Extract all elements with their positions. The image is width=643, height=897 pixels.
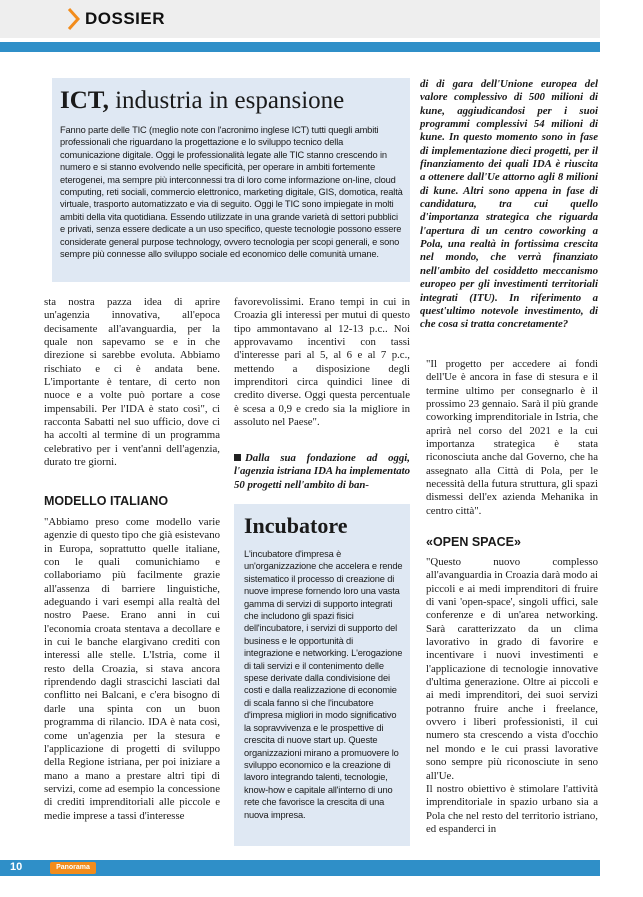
interview-question-continued: di di gara dell'Unione europea del valore complessivo di 500 milioni di kune, aggiudicandosi per i suoi programmi complessivi 54 milioni di kune. In questo momento sono in fase di implementazione dieci progetti, per il finanziamento dei quali IDA è riuscita a ottenere dall'Ue attorno agli 8 milioni di kune. Altri sono appena in fase di candidatura, tra cui quello d'importanza strategica che riguarda l'apertura di un centro coworking a Pola, una realtà in fortissima crescita nel mondo, che verrà finanziato nell'ambito del cosiddetto meccanismo europeo per gli investimenti territoriali integrati (ITU). In riferimento a quest'ultimo notevole investimento, di che cosa si tratta concretamente?: [420, 78, 598, 331]
paragraph: favorevolissimi. Erano tempi in cui in Croazia gli interessi per mutui di questo tipo ammontavano al 12-13 p.c.. Noi approvavamo incentivi con tassi d'interesse pari al 5, al 6 e al 7 p.c., mettendo a disposizione degli imprenditori circa quindici linee di credito diverse. Oggi questa percentuale è scesa a 0,9 e credo sia la migliore in assoluto nel Paese".: [234, 296, 410, 429]
paragraph: Il nostro obiettivo è stimolare l'attività imprenditoriale in spazio urbano sia a Pola che nel resto del territorio istriano, ed espanderci in: [426, 782, 598, 835]
subheading-open-space: «OPEN SPACE»: [426, 535, 521, 549]
magazine-logo: Panorama: [50, 862, 96, 874]
paragraph: "Abbiamo preso come modello varie agenzie di questo tipo che già esistevano in Europa, soprattutto quelle italiane, con le quali comunichiamo e collaboriamo più facilmente grazie all'assenza di barriere linguistiche, adeguando i vari esempi alla realtà del nostro Paese. Erano anni in cui l'economia croata stentava a decollare e in cui le banche elargivano crediti con interessi alle stelle. L'Istria, come il resto della Croazia, si stava ancora riprendendo dagli strascichi lasciati dal conflitto nei Balcani, e c'era bisogno di darle una spinta con un buon programma di rilancio. IDA è nata così, come un'agenzia per la stesura e l'applicazione di progetti di sviluppo della Regione istriana, per poi iniziare a mano a mano a prestare altri tipi di servizi, come ad esempio la concessione di crediti imprenditoriali alle piccole e medie imprese a tassi d'interesse: [44, 516, 220, 822]
column-3-body-2: [426, 556, 598, 836]
header-accent-bar: [0, 42, 600, 52]
paragraph: sta nostra pazza idea di aprire un'agenzia innovativa, all'epoca decisamente all'avanguardia, per la quale non sapevamo se e in che direzione si sarebbe evoluta. Abbiamo rischiato e ci è andata bene. L'importante è tentare, di certo non nuoce e a volte può portare a cose impensabili. Per l'IDA è stato così", ci racconta Sabatti nel suo ufficio, dove ci ha accolti al termine di un programma celebrativo per i vent'anni dell'agenzia, durato tre giorni.: [44, 296, 220, 469]
column-2-body: [234, 296, 410, 429]
square-bullet-icon: [234, 454, 241, 461]
page-number: 10: [10, 861, 23, 873]
column-3-body: [426, 358, 598, 518]
chevron-right-icon: [66, 7, 82, 31]
column-1-body: [44, 516, 220, 823]
subheading-modello-italiano: MODELLO ITALIANO: [44, 494, 169, 508]
ict-box-body: Fanno parte delle TIC (meglio note con l'acronimo inglese ICT) tutti quegli ambiti professionali che riguardano la progettazione e lo sviluppo tecnico della comunicazione digitale. Oggi le professionalità legate alle TIC stanno crescendo in numero e si stanno evolvendo nelle specificità, per operare in ambiti fortemente eterogenei, ma sempre più interconnessi tra di loro come informazione on-line, cloud computing, reti sociali, commercio elettronico, marketing digitale, GIS, domotica, realtà virtuale, trasporto automatizzato e via di seguito. Oggi le TIC sono impiegate in molti ambiti della vita quotidiana. Essendo utilizzate in una grande varietà di settori pubblici e privati, senza essere dedicate a un uso specifico, queste tecnologie possono essere considerate general purpose technology, ovvero tecnologia per scopi generali, e sono sempre più connesse allo sviluppo sociale ed economico delle comunità umane.: [60, 125, 403, 260]
interview-question: Dalla sua fondazione ad oggi, l'agenzia istriana IDA ha implementato 50 progetti nell'ambito di ban-: [234, 452, 410, 491]
paragraph: "Questo nuovo complesso all'avanguardia in Croazia darà modo ai piccoli e ai medi imprenditori di fruire di vani 'open-space', singoli uffici, sale conferenze e di un'area networking. Sarà caratterizzato da un clima lavorativo in grado di favorire e incentivare i nuovi investimenti e l'applicazione di tecnologie innovative d'ultima generazione. Oltre ai piccoli e ai medi imprenditori, dei suoi servizi potranno fruire anche i freelance, ovvero i liberi professionisti, il cui numero sta crescendo a vista d'occhio nel mondo e le cui prassi lavorative sono sempre più riconosciute in seno all'Ue.: [426, 556, 598, 782]
section-title: DOSSIER: [85, 9, 166, 28]
ict-box-title: ICT, industria in espansione: [60, 87, 345, 114]
incubatore-title: Incubatore: [244, 513, 348, 538]
paragraph: "Il progetto per accedere ai fondi dell'Ue è ancora in fase di stesura e il termine ultimo per consegnarlo è il prossimo 23 gennaio. Sarà il più grande coworking imprenditoriale in Istria, che aprirà nel corso del 2021 e la cui importanza strategica è stata riconosciuta anche dal Governo, che ha assegnato alla Città di Pola, per le necessità della futura struttura, gli spazi dismessi dell'ex azienda Mehanika in centro città".: [426, 358, 598, 517]
incubatore-body: L'incubatore d'impresa è un'organizzazione che accelera e rende sistematico il processo di creazione di nuove imprese fornendo loro una vasta gamma di servizi di supporto integrati che includono gli spazi fisici dell'incubatore, i servizi di supporto del business e le opportunità di integrazione e networking. L'erogazione di tali servizi e il contenimento delle spese derivate dalla condivisione dei costi e dalla realizzazione di economie di scala fanno sì che l'incubatore d'impresa migliori in modo significativo la sopravvivenza e le prospettive di crescita di nuove start up. Queste organizzazioni mirano a promuovere lo sviluppo economico e la creazione di lavoro integrando talenti, tecnologie, know-how e capitale all'interno di uno rete che favorisce la crescita di una nuova impresa.: [244, 549, 403, 820]
column-1-intro: [44, 296, 220, 469]
